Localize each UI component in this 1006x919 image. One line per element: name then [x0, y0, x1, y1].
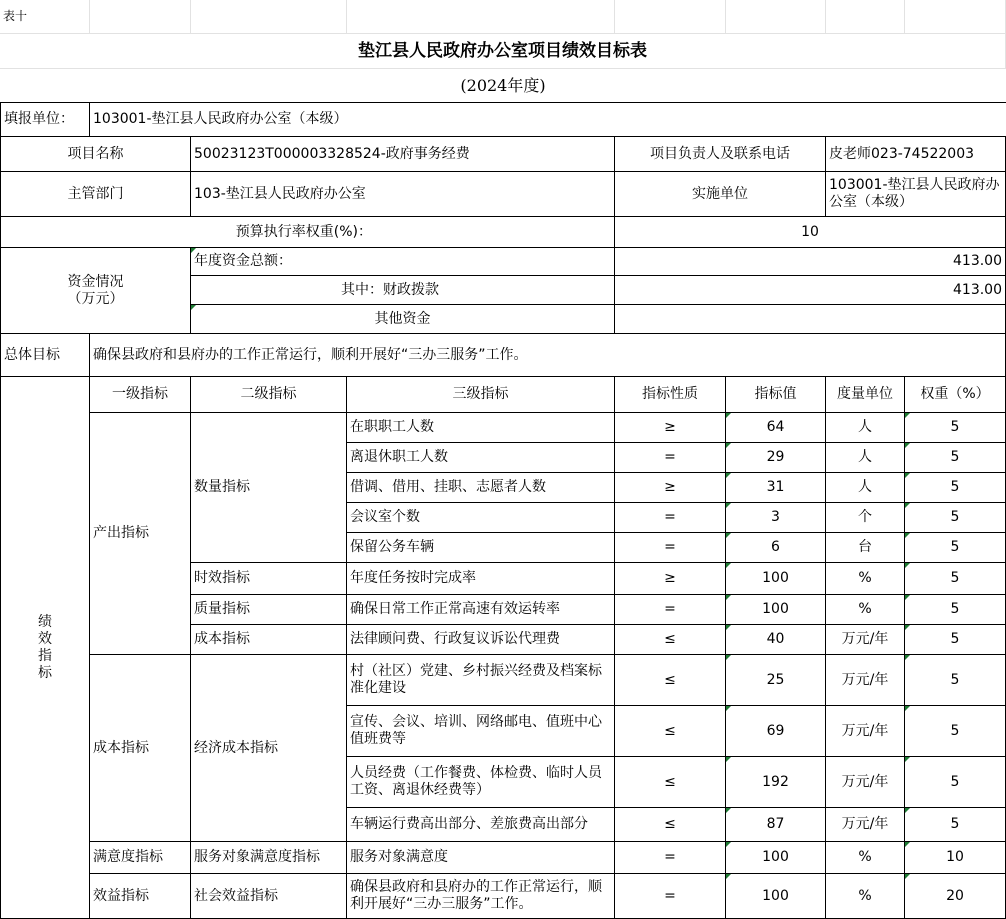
indicator-nature-cell[interactable]: = — [615, 842, 726, 874]
indicator-unit-cell[interactable]: 人 — [826, 413, 905, 443]
funds-other-value[interactable] — [615, 305, 1006, 334]
funds-fiscal-label[interactable]: 其中：财政拨款 — [191, 276, 615, 305]
indicator-name-cell[interactable]: 车辆运行费高出部分、差旅费高出部分 — [347, 808, 615, 842]
indicator-unit-cell[interactable]: 个 — [826, 503, 905, 533]
indicator-unit-cell[interactable]: 万元/年 — [826, 757, 905, 808]
indicator-unit-cell[interactable]: 万元/年 — [826, 625, 905, 655]
funds-fiscal-value[interactable]: 413.00 — [615, 276, 1006, 305]
empty-cell[interactable] — [826, 0, 905, 34]
indicator-weight-cell[interactable]: 5 — [905, 473, 1006, 503]
indicator-value-cell[interactable]: 64 — [726, 413, 826, 443]
indicator-unit-cell[interactable]: 万元/年 — [826, 808, 905, 842]
indicator-unit-cell[interactable]: % — [826, 563, 905, 595]
header-level2[interactable]: 二级指标 — [191, 377, 347, 413]
indicator-weight-cell[interactable]: 20 — [905, 874, 1006, 919]
page-subtitle[interactable]: (2024年度) — [0, 69, 1006, 103]
indicator-weight-cell[interactable]: 5 — [905, 808, 1006, 842]
indicator-unit-cell[interactable]: % — [826, 874, 905, 919]
indicator-name-cell[interactable]: 确保日常工作正常高速有效运转率 — [347, 595, 615, 625]
indicator-unit-cell[interactable]: 台 — [826, 533, 905, 563]
overall-target-label[interactable]: 总体目标 — [0, 334, 90, 377]
header-level1[interactable]: 一级指标 — [90, 377, 191, 413]
indicator-weight-cell[interactable]: 5 — [905, 706, 1006, 757]
indicator-name-cell[interactable]: 法律顾问费、行政复议诉讼代理费 — [347, 625, 615, 655]
fill-unit-value[interactable]: 103001-垫江县人民政府办公室（本级） — [90, 103, 1006, 137]
empty-cell[interactable] — [191, 0, 347, 34]
indicator-weight-cell[interactable]: 5 — [905, 443, 1006, 473]
header-level3[interactable]: 三级指标 — [347, 377, 615, 413]
indicator-nature-cell[interactable]: ≥ — [615, 563, 726, 595]
empty-cell[interactable] — [347, 0, 615, 34]
project-name-value[interactable]: 50023123T000003328524-政府事务经费 — [191, 137, 615, 172]
indicator-nature-cell[interactable]: = — [615, 443, 726, 473]
project-contact-value[interactable]: 皮老师023-74522003 — [826, 137, 1006, 172]
indicator-name-cell[interactable]: 保留公务车辆 — [347, 533, 615, 563]
indicator-weight-cell[interactable]: 5 — [905, 595, 1006, 625]
indicator-value-cell[interactable]: 100 — [726, 563, 826, 595]
level2-timeliness[interactable]: 时效指标 — [191, 563, 347, 595]
indicator-unit-cell[interactable]: 人 — [826, 473, 905, 503]
indicator-weight-cell[interactable]: 5 — [905, 655, 1006, 706]
impl-unit-label[interactable]: 实施单位 — [615, 172, 826, 217]
indicator-unit-cell[interactable]: % — [826, 842, 905, 874]
empty-cell[interactable] — [90, 0, 191, 34]
empty-cell[interactable] — [726, 0, 826, 34]
indicator-value-cell[interactable]: 31 — [726, 473, 826, 503]
indicator-weight-cell[interactable]: 5 — [905, 757, 1006, 808]
indicator-name-cell[interactable]: 确保县政府和县府办的工作正常运行，顺利开展好“三办三服务”工作。 — [347, 874, 615, 919]
indicator-value-cell[interactable]: 100 — [726, 874, 826, 919]
indicator-nature-cell[interactable]: = — [615, 874, 726, 919]
indicator-nature-cell[interactable]: = — [615, 503, 726, 533]
indicator-name-cell[interactable]: 离退休职工人数 — [347, 443, 615, 473]
overall-target-value[interactable]: 确保县政府和县府办的工作正常运行，顺利开展好“三办三服务”工作。 — [90, 334, 1006, 377]
level2-quality[interactable]: 质量指标 — [191, 595, 347, 625]
indicator-unit-cell[interactable]: % — [826, 595, 905, 625]
header-unit[interactable]: 度量单位 — [826, 377, 905, 413]
indicator-weight-cell[interactable]: 10 — [905, 842, 1006, 874]
indicator-value-cell[interactable]: 6 — [726, 533, 826, 563]
indicator-value-cell[interactable]: 87 — [726, 808, 826, 842]
funds-other-label[interactable]: 其他资金 — [191, 305, 615, 334]
project-contact-label[interactable]: 项目负责人及联系电话 — [615, 137, 826, 172]
sheet-label[interactable]: 表十 — [0, 0, 90, 34]
indicator-unit-cell[interactable]: 万元/年 — [826, 706, 905, 757]
level1-benefit[interactable]: 效益指标 — [90, 874, 191, 919]
indicator-name-cell[interactable]: 年度任务按时完成率 — [347, 563, 615, 595]
funds-total-value[interactable]: 413.00 — [615, 248, 1006, 276]
indicator-weight-cell[interactable]: 5 — [905, 413, 1006, 443]
level2-social-benefit[interactable]: 社会效益指标 — [191, 874, 347, 919]
indicator-unit-cell[interactable]: 万元/年 — [826, 655, 905, 706]
indicator-value-cell[interactable]: 29 — [726, 443, 826, 473]
performance-indicators-label[interactable]: 绩 效 指 标 — [0, 377, 90, 919]
dept-label[interactable]: 主管部门 — [0, 172, 191, 217]
header-weight[interactable]: 权重（%） — [905, 377, 1006, 413]
indicator-nature-cell[interactable]: ≤ — [615, 655, 726, 706]
empty-cell[interactable] — [905, 0, 1006, 34]
indicator-nature-cell[interactable]: ≤ — [615, 706, 726, 757]
indicator-name-cell[interactable]: 服务对象满意度 — [347, 842, 615, 874]
indicator-weight-cell[interactable]: 5 — [905, 503, 1006, 533]
indicator-weight-cell[interactable]: 5 — [905, 563, 1006, 595]
project-name-label[interactable]: 项目名称 — [0, 137, 191, 172]
indicator-value-cell[interactable]: 100 — [726, 595, 826, 625]
indicator-value-cell[interactable]: 3 — [726, 503, 826, 533]
level1-satisfaction[interactable]: 满意度指标 — [90, 842, 191, 874]
indicator-nature-cell[interactable]: ≤ — [615, 625, 726, 655]
indicator-name-cell[interactable]: 借调、借用、挂职、志愿者人数 — [347, 473, 615, 503]
level1-output[interactable]: 产出指标 — [90, 413, 191, 655]
indicator-value-cell[interactable]: 192 — [726, 757, 826, 808]
level2-satisfaction[interactable]: 服务对象满意度指标 — [191, 842, 347, 874]
indicator-name-cell[interactable]: 人员经费（工作餐费、体检费、临时人员工资、离退休经费等） — [347, 757, 615, 808]
indicator-name-cell[interactable]: 宣传、会议、培训、网络邮电、值班中心值班费等 — [347, 706, 615, 757]
indicator-nature-cell[interactable]: = — [615, 533, 726, 563]
level2-economic-cost[interactable]: 经济成本指标 — [191, 655, 347, 842]
indicator-nature-cell[interactable]: ≤ — [615, 757, 726, 808]
budget-weight-value[interactable]: 10 — [615, 217, 1006, 248]
dept-value[interactable]: 103-垫江县人民政府办公室 — [191, 172, 615, 217]
indicator-name-cell[interactable]: 会议室个数 — [347, 503, 615, 533]
indicator-name-cell[interactable]: 在职职工人数 — [347, 413, 615, 443]
funds-total-label[interactable]: 年度资金总额： — [191, 248, 615, 276]
page-title[interactable]: 垫江县人民政府办公室项目绩效目标表 — [0, 34, 1006, 69]
indicator-value-cell[interactable]: 100 — [726, 842, 826, 874]
budget-weight-label[interactable]: 预算执行率权重(%)： — [0, 217, 615, 248]
header-nature[interactable]: 指标性质 — [615, 377, 726, 413]
indicator-value-cell[interactable]: 69 — [726, 706, 826, 757]
indicator-nature-cell[interactable]: ≥ — [615, 473, 726, 503]
empty-cell[interactable] — [615, 0, 726, 34]
level2-quantity[interactable]: 数量指标 — [191, 413, 347, 563]
indicator-unit-cell[interactable]: 人 — [826, 443, 905, 473]
indicator-value-cell[interactable]: 40 — [726, 625, 826, 655]
fill-unit-label[interactable]: 填报单位： — [0, 103, 90, 137]
indicator-nature-cell[interactable]: = — [615, 595, 726, 625]
indicator-value-cell[interactable]: 25 — [726, 655, 826, 706]
indicator-nature-cell[interactable]: ≥ — [615, 413, 726, 443]
funds-label[interactable]: 资金情况 （万元） — [0, 248, 191, 334]
level2-cost[interactable]: 成本指标 — [191, 625, 347, 655]
level1-cost[interactable]: 成本指标 — [90, 655, 191, 842]
indicator-weight-cell[interactable]: 5 — [905, 533, 1006, 563]
header-value[interactable]: 指标值 — [726, 377, 826, 413]
indicator-nature-cell[interactable]: ≤ — [615, 808, 726, 842]
impl-unit-value[interactable]: 103001-垫江县人民政府办公室（本级） — [826, 172, 1006, 217]
indicator-name-cell[interactable]: 村（社区）党建、乡村振兴经费及档案标准化建设 — [347, 655, 615, 706]
indicator-weight-cell[interactable]: 5 — [905, 625, 1006, 655]
